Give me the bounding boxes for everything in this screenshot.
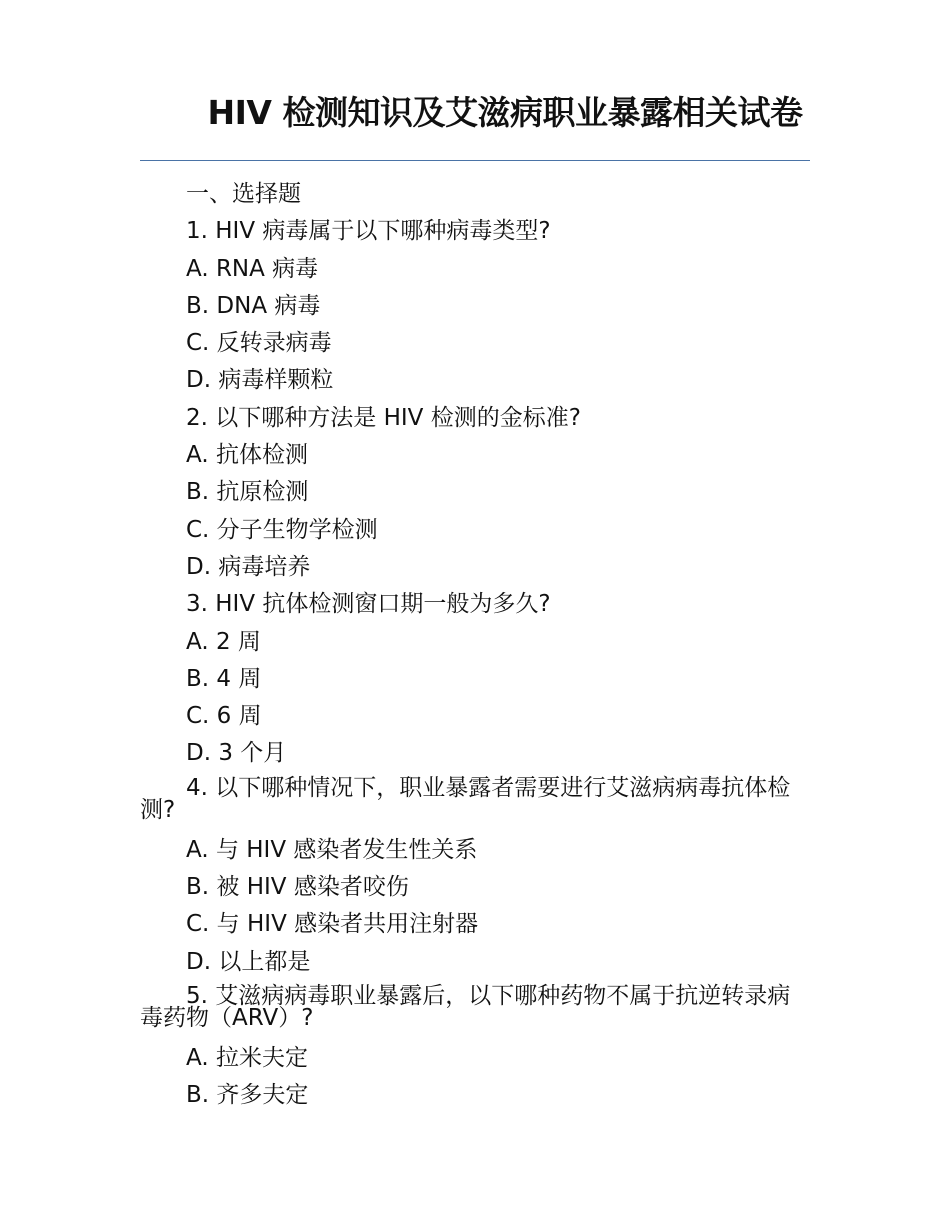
q1-option-d: D. 病毒样颗粒 bbox=[186, 367, 334, 394]
q3-option-c: C. 6 周 bbox=[186, 703, 262, 730]
question-4: 4. 以下哪种情况下，职业暴露者需要进行艾滋病病毒抗体检测? bbox=[140, 774, 791, 823]
q1-option-a: A. RNA 病毒 bbox=[186, 255, 319, 282]
q2-option-c: C. 分子生物学检测 bbox=[186, 516, 378, 543]
question-3: 3. HIV 抗体检测窗口期一般为多久? bbox=[186, 591, 551, 618]
q3-option-b: B. 4 周 bbox=[186, 665, 262, 692]
q2-option-b: B. 抗原检测 bbox=[186, 479, 309, 506]
q5-option-b: B. 齐多夫定 bbox=[186, 1082, 309, 1109]
document-body bbox=[140, 176, 812, 1115]
q4-option-c: C. 与 HIV 感染者共用注射器 bbox=[186, 911, 479, 938]
question-1: 1. HIV 病毒属于以下哪种病毒类型? bbox=[186, 218, 551, 245]
q3-option-d: D. 3 个月 bbox=[186, 740, 287, 767]
q1-option-b: B. DNA 病毒 bbox=[186, 292, 321, 319]
title-underline bbox=[140, 160, 810, 161]
q4-option-b: B. 被 HIV 感染者咬伤 bbox=[186, 874, 409, 901]
q5-option-a: A. 拉米夫定 bbox=[186, 1044, 308, 1071]
document-title: HIV 检测知识及艾滋病职业暴露相关试卷 bbox=[207, 93, 803, 132]
question-2: 2. 以下哪种方法是 HIV 检测的金标准? bbox=[186, 404, 581, 431]
q3-option-a: A. 2 周 bbox=[186, 628, 261, 655]
q2-option-d: D. 病毒培养 bbox=[186, 553, 311, 580]
q4-option-d: D. 以上都是 bbox=[186, 948, 311, 975]
question-5: 5. 艾滋病病毒职业暴露后，以下哪种药物不属于抗逆转录病毒药物（ARV）? bbox=[140, 982, 791, 1031]
section-heading: 一、选择题 bbox=[186, 181, 301, 207]
q2-option-a: A. 抗体检测 bbox=[186, 442, 308, 469]
q1-option-c: C. 反转录病毒 bbox=[186, 330, 332, 357]
q4-option-a: A. 与 HIV 感染者发生性关系 bbox=[186, 836, 478, 863]
